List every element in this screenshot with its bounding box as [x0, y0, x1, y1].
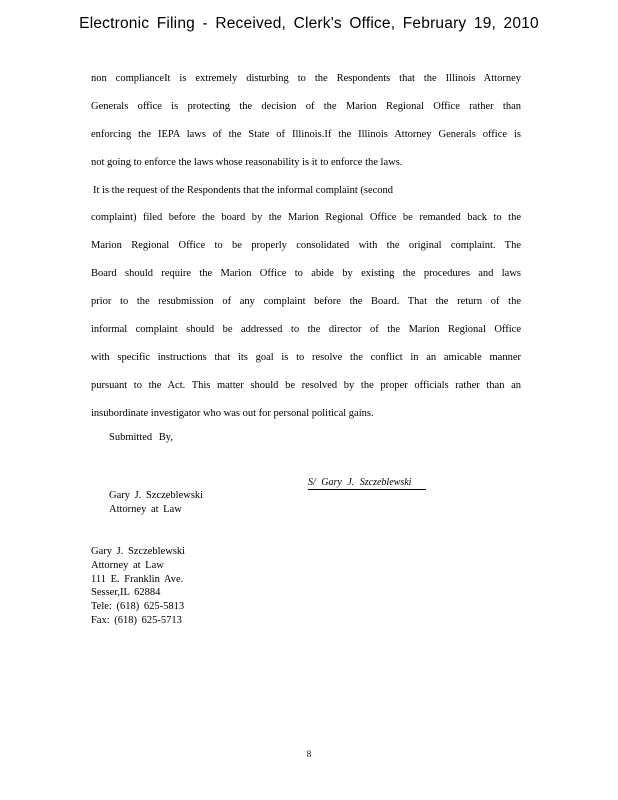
contact-block	[91, 545, 185, 628]
filing-stamp-header: Electronic Filing - Received, Clerk's Office, February 19, 2010	[79, 15, 539, 32]
signer-block	[109, 489, 203, 517]
body-line: with specific instructions that its goal is to resolve the conflict in an amicable manner	[91, 351, 521, 363]
contact-fax: Fax: (618) 625-5713	[91, 614, 182, 626]
body-line: prior to the resubmission of any complaint before the Board. That the return of the	[91, 296, 521, 308]
signer-name: Gary J. Szczeblewski	[109, 490, 204, 501]
body-line: non complianceIt is extremely disturbing to the Respondents that the Illinois Attorney	[91, 73, 521, 84]
signature-line: S/ Gary J. Szczeblewski	[308, 477, 426, 490]
body-line: pursuant to the Act. This matter should be resolved by the proper officials rather than an	[91, 379, 521, 391]
body-line: It is the request of the Respondents that the informal complaint (second	[93, 184, 394, 196]
contact-city: Sesser,IL 62884	[91, 587, 161, 599]
submitted-by-label: Submitted By,	[109, 432, 173, 443]
body-line: insubordinate investigator who was out for personal political gains.	[91, 407, 374, 419]
page-number: 8	[306, 749, 312, 759]
contact-street: 111 E. Franklin Ave.	[91, 573, 184, 585]
body-paragraphs	[91, 69, 521, 432]
body-line: Marion Regional Office to be properly consolidated with the original complaint. The	[91, 240, 521, 252]
body-line: Board should require the Marion Office to abide by existing the procedures and laws	[91, 268, 521, 280]
contact-name: Gary J. Szczeblewski	[91, 546, 186, 557]
body-line: Generals office is protecting the decision of the Marion Regional Office rather than	[91, 100, 521, 112]
contact-title: Attorney at Law	[91, 559, 164, 571]
body-line: complaint) filed before the board by the Marion Regional Office be remanded back to the	[91, 212, 521, 224]
signer-title: Attorney at Law	[109, 503, 182, 515]
body-line: informal complaint should be addressed to the director of the Marion Regional Office	[91, 324, 521, 336]
body-line: not going to enforce the laws whose reasonability is it to enforce the laws.	[91, 156, 403, 168]
contact-phone: Tele: (618) 625-5813	[91, 601, 185, 613]
body-line: enforcing the IEPA laws of the State of Illinois.If the Illinois Attorney Generals office is	[91, 128, 521, 140]
